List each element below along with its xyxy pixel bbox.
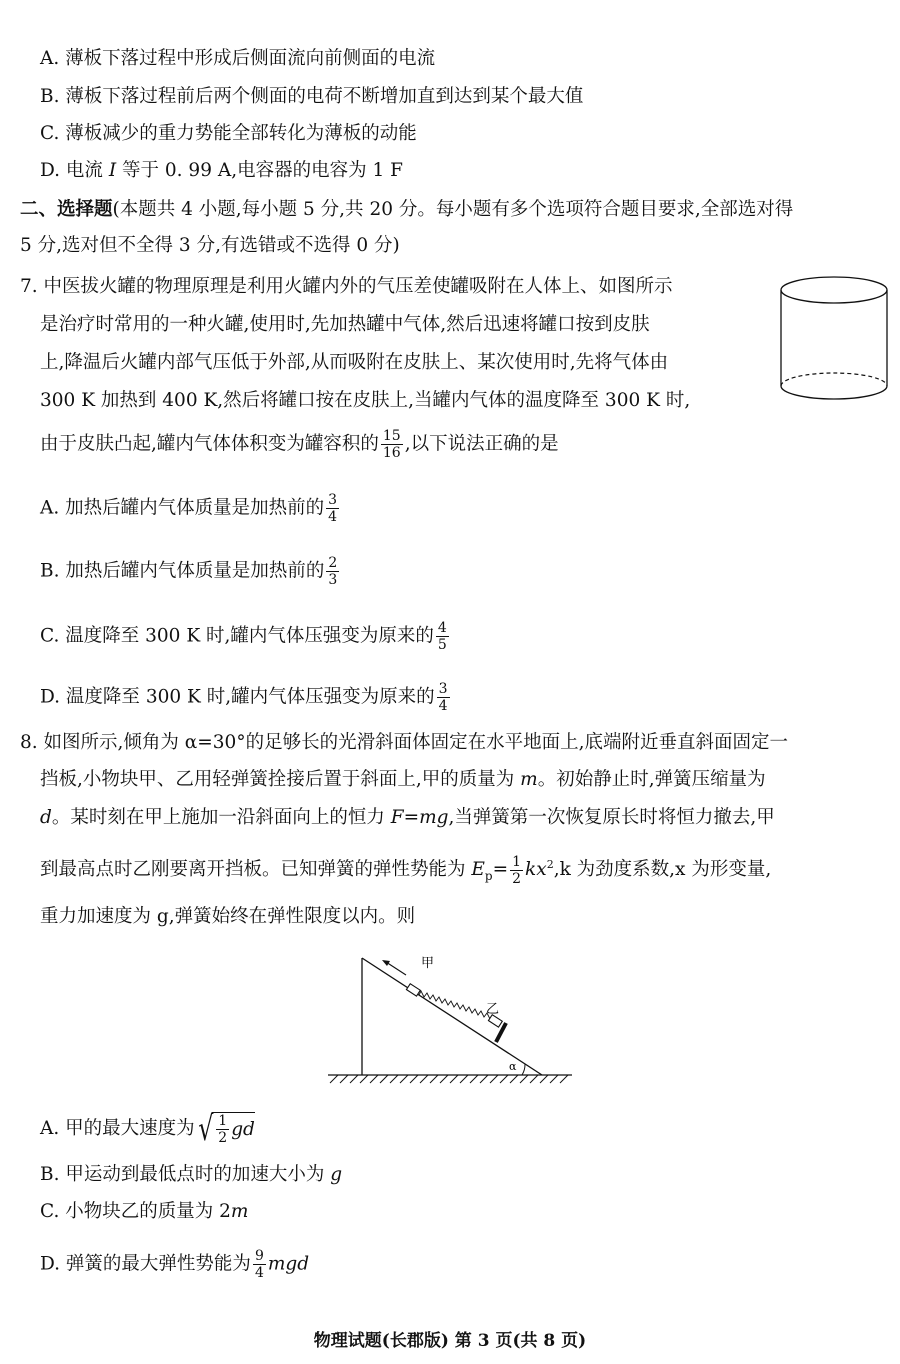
q7-option-b: B. 加热后罐内气体质量是加热前的 $\frac{2}{3}$ — [40, 555, 338, 588]
section-desc-2: 5 分,选对但不全得 3 分,有选错或不选得 0 分) — [20, 235, 400, 256]
page-footer: 物理试题(长郡版) 第 3 页(共 8 页) — [313, 1331, 587, 1351]
q6-option-a: A. 薄板下落过程中形成后侧面流向前侧面的电流 — [40, 48, 436, 69]
incline-spring-figure — [320, 950, 580, 1090]
q8-option-d: D. 弹簧的最大弹性势能为 $\frac{9}{4}$ mgd — [40, 1248, 310, 1281]
alpha-label: α — [509, 1060, 517, 1073]
q6-option-d: D. 电流 I 等于 0. 99 A,电容器的电容为 1 F — [40, 160, 403, 181]
q8-option-b: B. 甲运动到最低点时的加速大小为 g — [40, 1164, 343, 1185]
q8-stem-line1: 8. 如图所示,倾角为 α=30°的足够长的光滑斜面体固定在水平地面上,底端附近垂直斜面固定一 — [20, 732, 788, 753]
q8-stem-line5: 重力加速度为 g,弹簧始终在弹性限度以内。则 — [40, 906, 416, 927]
q8-stem-line3: d。某时刻在甲上施加一沿斜面向上的恒力 F=mg,当弹簧第一次恢复原长时将恒力撤去,甲 — [40, 807, 775, 828]
q8-option-a: A. 甲的最大速度为 √ $\frac{1}{2}$ gd — [40, 1109, 255, 1149]
q7-stem-line3: 上,降温后火罐内部气压低于外部,从而吸附在皮肤上、某次使用时,先将气体由 — [40, 352, 669, 373]
q7-option-d: D. 温度降至 300 K 时,罐内气体压强变为原来的 $\frac{3}{4}$ — [40, 681, 448, 714]
q6-option-c: C. 薄板减少的重力势能全部转化为薄板的动能 — [40, 123, 417, 144]
q8-stem-line4: 到最高点时乙刚要离开挡板。已知弹簧的弹性势能为 $E_p=$ $\frac{1}{2}$ $kx^2,k$ 为劲度系数,x 为形变量, — [40, 853, 772, 887]
q7-stem-line1: 7. 中医拔火罐的物理原理是利用火罐内外的气压差使罐吸附在人体上、如图所示 — [20, 276, 673, 297]
q8-stem-line2: 挡板,小物块甲、乙用轻弹簧拴接后置于斜面上,甲的质量为 m。初始静止时,弹簧压缩量为 — [40, 769, 766, 790]
fraction: $\frac{15}{16}$ — [382, 428, 401, 461]
section-header — [20, 197, 793, 223]
q8-option-c: C. 小物块乙的质量为 2m — [40, 1201, 249, 1222]
q7-stem-line4: 300 K 加热到 400 K,然后将罐口按在皮肤上,当罐内气体的温度降至 300 K 时, — [40, 390, 691, 411]
section-title: 二、选择题 — [20, 199, 113, 220]
jia-label: 甲 — [421, 956, 435, 971]
yi-label: 乙 — [486, 1002, 500, 1017]
q6-option-b: B. 薄板下落过程前后两个侧面的电荷不断增加直到达到某个最大值 — [40, 86, 584, 107]
q7-option-c: C. 温度降至 300 K 时,罐内气体压强变为原来的 $\frac{4}{5}$ — [40, 620, 447, 653]
q7-option-a: A. 加热后罐内气体质量是加热前的 $\frac{3}{4}$ — [40, 492, 338, 525]
q7-stem-line5: 由于皮肤凸起,罐内气体体积变为罐容积的 $\frac{15}{16}$ ,以下说法正确的是 — [40, 428, 559, 461]
section-desc-1: (本题共 4 小题,每小题 5 分,共 20 分。每小题有多个选项符合题目要求,全部选对得 — [112, 199, 794, 220]
q7-stem-line2: 是治疗时常用的一种火罐,使用时,先加热罐中气体,然后迅速将罐口按到皮肤 — [40, 314, 650, 335]
cupping-jar-figure — [776, 272, 894, 408]
